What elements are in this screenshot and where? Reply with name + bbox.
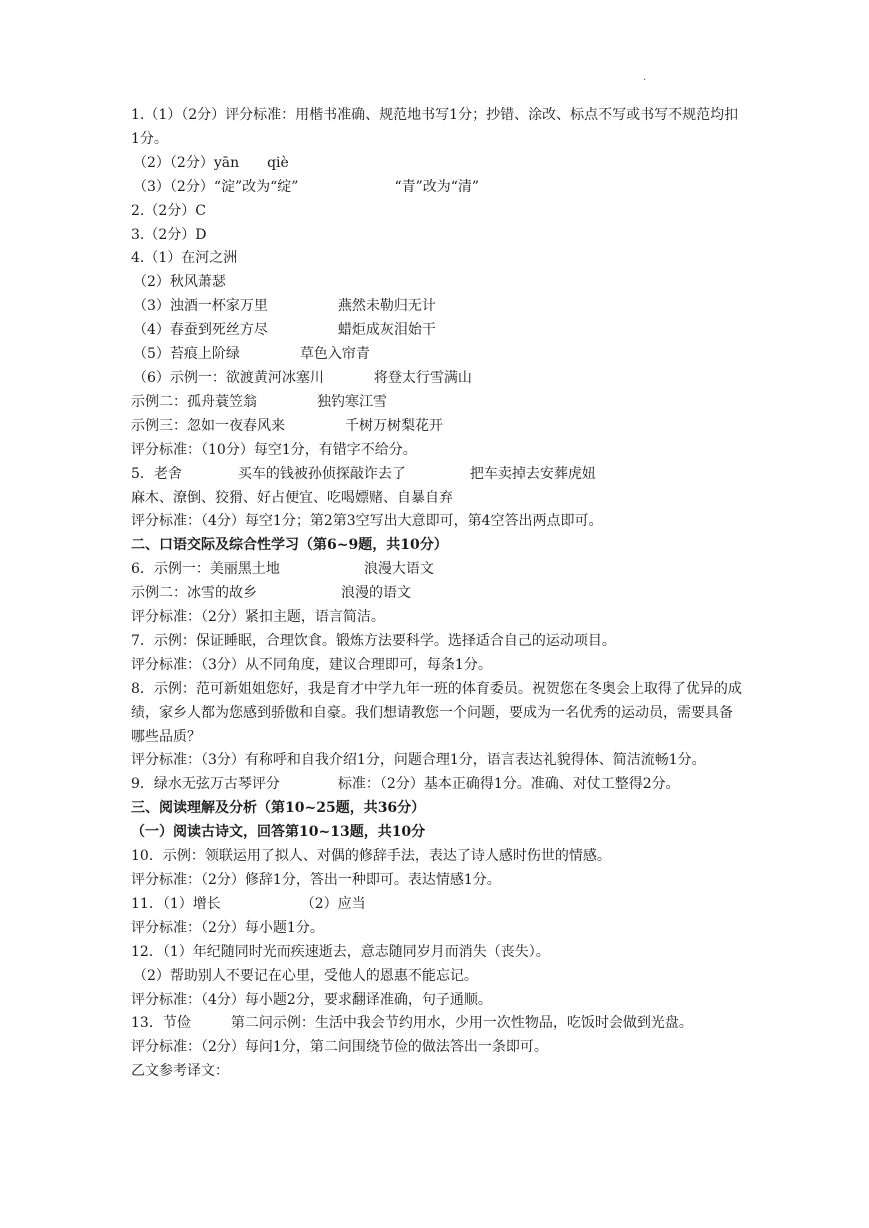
answer-part: 11．（1）增长	[131, 895, 221, 912]
answer-part: “青”改为“清”	[394, 178, 480, 195]
answer-part: （6）示例一：欲渡黄河冰塞川	[133, 369, 324, 386]
answer-line	[131, 415, 743, 439]
answer-line	[131, 319, 743, 343]
answer-part: 把车卖掉去安葬虎妞	[469, 465, 596, 482]
answer-line: （2）秋风萧瑟	[133, 274, 226, 291]
answer-part: （5）苔痕上阶绿	[133, 346, 240, 363]
answer-line: 1.（1）（2分）评分标准：用楷书准确、规范地书写1分；抄错、涂改、标点不写或书写不规范均扣1分。	[131, 107, 739, 147]
answer-line	[131, 773, 743, 797]
answer-part: （4）春蚕到死丝方尽	[133, 322, 268, 339]
answer-line: 评分标准：（2分）每问1分，第二问围绕节俭的做法答出一条即可。	[131, 1039, 548, 1056]
answer-line: 7．示例：保证睡眠，合理饮食。锻炼方法要科学。选择适合自己的运动项目。	[131, 632, 616, 649]
answer-part: 示例二：冰雪的故乡	[131, 585, 257, 602]
answer-part: 蜡炬成灰泪始干	[337, 322, 436, 339]
answer-line: 8．示例：范可新姐姐您好，我是育才中学九年一班的体育委员。祝贺您在冬奥会上取得了优异的成绩，家乡人都为您感到骄傲和自豪。我们想请教您一个问题，要成为一名优秀的运动员，需要具备哪些品质？	[131, 680, 742, 745]
answer-line: 评分标准：（3分）从不同角度，建议合理即可，每条1分。	[131, 656, 492, 673]
answer-line: 评分标准：（4分）每空1分；第2第3空写出大意即可，第4空答出两点即可。	[131, 513, 603, 530]
answer-line	[131, 1012, 743, 1036]
answer-line: 评分标准：（2分）紧扣主题，语言简洁。	[131, 609, 385, 626]
answer-part: （3）（2分）“淀”改为“绽”	[133, 178, 299, 195]
answer-line	[131, 463, 743, 487]
answer-part: 第二问示例：生活中我会节约用水，少用一次性物品，吃饭时会做到光盘。	[230, 1015, 693, 1032]
answer-line	[131, 367, 743, 391]
answer-part: 示例三：忽如一夜春风来	[131, 417, 285, 434]
answer-line: （2）（2分）yān qiè	[133, 154, 289, 171]
answer-line: 评分标准：（2分）修辞1分，答出一种即可。表达情感1分。	[131, 872, 501, 888]
answer-line: 评分标准：（2分）每小题1分。	[131, 919, 324, 936]
answer-part: 草色入帘青	[299, 346, 370, 363]
answer-line	[131, 295, 743, 319]
section-heading: 二、口语交际及综合性学习（第6~9题，共10分）	[131, 537, 448, 554]
answer-sheet	[131, 104, 743, 1084]
answer-part: 浪漫大语文	[363, 561, 434, 578]
answer-line: 麻木、潦倒、狡猾、好占便宜、吃喝嫖赌、自暴自弃	[131, 489, 453, 506]
answer-line: 10．示例：领联运用了拟人、对偶的修辞手法，表达了诗人感时伤世的情感。	[131, 848, 611, 865]
answer-part: 买车的钱被孙侦探敲诈去了	[237, 465, 406, 482]
section-heading: 三、阅读理解及分析（第10~25题，共36分）	[131, 800, 426, 817]
answer-line: 4.（1）在河之洲	[131, 250, 238, 267]
answer-line: 3.（2分）D	[131, 226, 207, 243]
answer-part: （3）浊酒一杯家万里	[133, 298, 268, 315]
answer-part: （2）应当	[300, 895, 366, 912]
answer-line: （2）帮助别人不要记在心里，受他人的恩惠不能忘记。	[133, 967, 478, 984]
answer-part: 燕然未勒归无计	[337, 298, 436, 315]
answer-part: 6．示例一：美丽黑土地	[131, 561, 280, 578]
answer-line: 乙文参考译文：	[131, 1063, 229, 1080]
page-mark: .	[643, 72, 647, 83]
answer-line: 12．（1）年纪随同时光而疾速逝去，意志随同岁月而消失（丧失）。	[131, 943, 550, 960]
answer-part: 将登太行雪满山	[373, 369, 472, 386]
section-heading: （一）阅读古诗文，回答第10~13题，共10分	[131, 824, 426, 841]
answer-part: 9．绿水无弦万古琴评分	[131, 776, 280, 793]
answer-part: 5．老舍	[131, 465, 182, 482]
answer-part: 示例二：孤舟蓑笠翁	[131, 393, 257, 410]
answer-line	[131, 582, 743, 606]
answer-line	[131, 176, 743, 200]
answer-part: 13．节俭	[131, 1015, 191, 1032]
answer-line: 评分标准：（4分）每小题2分，要求翻译准确，句子通顺。	[131, 991, 492, 1008]
answer-part: 独钓寒江雪	[317, 393, 387, 410]
answer-line	[131, 558, 743, 582]
answer-part: 浪漫的语文	[341, 585, 411, 602]
answer-part: 千树万树梨花开	[345, 417, 443, 434]
answer-line: 2.（2分）C	[131, 202, 206, 219]
answer-line	[131, 391, 743, 415]
answer-line	[131, 343, 743, 367]
answer-line: 评分标准：（10分）每空1分，有错字不给分。	[131, 441, 417, 458]
answer-part: 标准：（2分）基本正确得1分。准确、对仗工整得2分。	[337, 776, 680, 793]
answer-line: 评分标准：（3分）有称呼和自我介绍1分，问题合理1分，语言表达礼貌得体、简洁流畅1分。	[131, 752, 706, 769]
answer-line	[131, 893, 743, 917]
